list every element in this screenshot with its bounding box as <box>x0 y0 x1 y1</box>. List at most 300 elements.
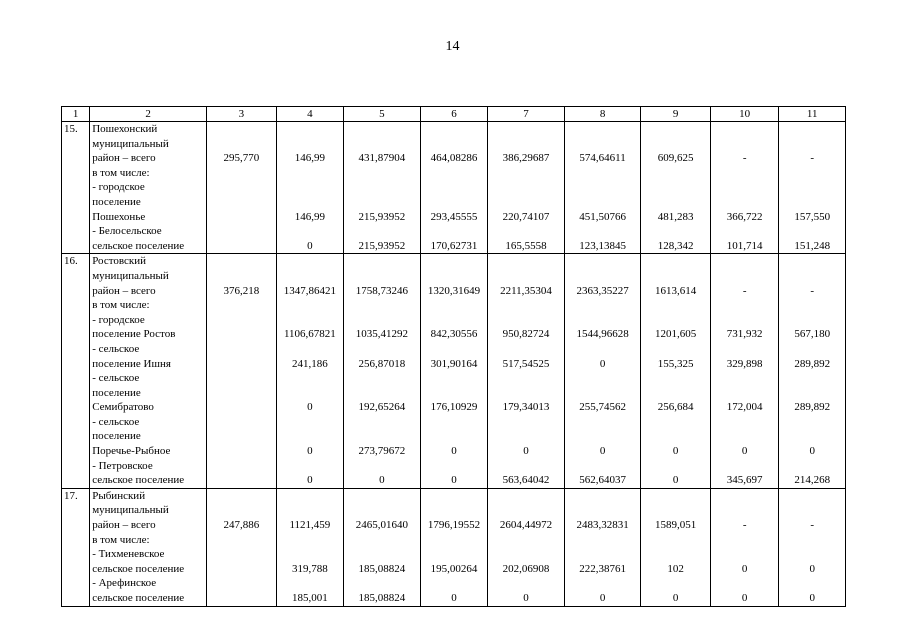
district-name-line: Поречье-Рыбное <box>92 445 171 458</box>
district-name-line: - Петровское <box>92 459 153 472</box>
blank-line <box>208 342 275 357</box>
blank-line <box>422 195 487 210</box>
cell-value: 0 <box>741 592 748 604</box>
blank-line <box>780 576 844 591</box>
blank-line <box>278 547 343 562</box>
blank-line <box>422 503 487 518</box>
cell-value: 215,93952 <box>358 210 406 223</box>
blank-line <box>278 166 343 181</box>
value-cell <box>564 122 641 254</box>
blank-line <box>712 415 778 430</box>
column-header: 10 <box>710 107 779 122</box>
row-number: 16. <box>64 255 78 268</box>
blank-line <box>642 371 709 386</box>
cell-value: 301,90164 <box>430 357 478 370</box>
cell-value <box>208 239 275 254</box>
district-name-line: Семибратово <box>92 401 154 414</box>
cell-value: 102 <box>667 562 684 575</box>
blank-line <box>712 371 778 386</box>
blank-line <box>422 180 487 195</box>
district-name-line: - Тихменевское <box>92 548 165 561</box>
blank-line <box>345 576 419 591</box>
blank-line <box>278 489 343 504</box>
value-cell <box>344 254 421 489</box>
blank-line <box>345 298 419 313</box>
blank-line <box>642 429 709 444</box>
cell-value: 1320,31649 <box>427 284 481 297</box>
cell-value <box>208 473 275 488</box>
cell-value: 0 <box>672 474 679 487</box>
blank-line <box>712 298 778 313</box>
blank-line <box>345 254 419 269</box>
district-name-line: Ростовский <box>92 255 146 268</box>
blank-line <box>489 269 563 284</box>
cell-value: - <box>742 284 747 297</box>
district-name-line: поселение Ростов <box>92 328 176 341</box>
column-header: 6 <box>420 107 488 122</box>
cell-value: 0 <box>672 592 679 604</box>
cell-value: 345,697 <box>726 474 763 487</box>
cell-value: 241,186 <box>292 357 328 370</box>
blank-line <box>780 429 844 444</box>
blank-line <box>489 386 563 401</box>
column-header: 8 <box>564 107 641 122</box>
cell-value: 481,283 <box>657 210 694 223</box>
blank-line <box>566 489 640 504</box>
row-number-cell <box>62 122 90 254</box>
cell-value: 157,550 <box>794 210 831 223</box>
cell-value: 431,87904 <box>358 152 406 165</box>
district-name-line: в том числе: <box>92 166 150 179</box>
district-name-line: район – всего <box>92 284 156 297</box>
blank-line <box>208 269 275 284</box>
value-cell <box>344 488 421 606</box>
blank-line <box>422 489 487 504</box>
blank-line <box>780 386 844 401</box>
cell-value: 517,54525 <box>502 357 550 370</box>
value-cell <box>207 122 277 254</box>
blank-line <box>712 122 778 137</box>
cell-value: 567,180 <box>794 328 831 341</box>
blank-line <box>208 298 275 313</box>
district-name-line: муниципальный <box>92 504 169 517</box>
blank-line <box>422 415 487 430</box>
blank-line <box>780 547 844 562</box>
cell-value: 289,892 <box>794 357 831 370</box>
blank-line <box>642 166 709 181</box>
cell-value: - <box>810 152 815 165</box>
cell-value: 215,93952 <box>358 239 406 252</box>
cell-value: 0 <box>451 445 457 458</box>
blank-line <box>208 195 275 210</box>
value-cell <box>641 254 711 489</box>
blank-line <box>422 459 487 474</box>
blank-line <box>642 459 709 474</box>
row-number: 15. <box>64 123 78 135</box>
blank-line <box>489 298 563 313</box>
value-cell <box>710 254 779 489</box>
blank-line <box>780 342 844 357</box>
cell-value: 950,82724 <box>502 328 550 341</box>
value-cell <box>564 254 641 489</box>
district-name-line: поселение <box>92 386 141 399</box>
blank-line <box>780 503 844 518</box>
blank-line <box>345 533 419 548</box>
cell-value: 563,64042 <box>502 474 550 487</box>
cell-value: 2211,35304 <box>500 284 552 297</box>
cell-value: 202,06908 <box>502 562 550 575</box>
district-name-line: поселение Ишня <box>92 357 171 370</box>
blank-line <box>642 224 709 239</box>
blank-line <box>712 166 778 181</box>
blank-line <box>208 429 275 444</box>
blank-line <box>566 122 640 137</box>
district-name-cell <box>90 254 207 489</box>
blank-line <box>780 489 844 504</box>
blank-line <box>208 122 275 137</box>
cell-value: 155,325 <box>657 357 694 370</box>
blank-line <box>345 137 419 152</box>
blank-line <box>642 254 709 269</box>
cell-value: 2363,35227 <box>576 284 629 297</box>
blank-line <box>345 386 419 401</box>
blank-line <box>780 415 844 430</box>
cell-value: 1613,614 <box>655 284 697 297</box>
value-cell <box>488 254 565 489</box>
cell-value: 185,08824 <box>358 562 406 575</box>
cell-value: 176,10929 <box>430 401 478 414</box>
district-name-line: в том числе: <box>92 299 150 312</box>
cell-value: 220,74107 <box>502 210 550 223</box>
district-name-line: - сельское <box>92 415 140 428</box>
cell-value: 101,714 <box>726 239 763 252</box>
cell-value: 0 <box>307 445 313 458</box>
blank-line <box>208 137 275 152</box>
value-cell <box>641 488 711 606</box>
blank-line <box>712 489 778 504</box>
cell-value: 255,74562 <box>579 401 626 414</box>
blank-line <box>712 533 778 548</box>
cell-value: 0 <box>599 445 606 458</box>
blank-line <box>208 224 275 239</box>
blank-line <box>278 224 343 239</box>
cell-value: 0 <box>599 592 606 604</box>
column-header: 2 <box>90 107 207 122</box>
value-cell <box>488 122 565 254</box>
table-row <box>62 254 846 489</box>
blank-line <box>278 415 343 430</box>
value-cell <box>344 122 421 254</box>
cell-value: 123,13845 <box>579 239 626 252</box>
blank-line <box>780 180 844 195</box>
blank-line <box>489 180 563 195</box>
district-name-line: сельское поселение <box>92 239 185 252</box>
blank-line <box>278 371 343 386</box>
cell-value: - <box>742 152 747 165</box>
district-name-line: - сельское <box>92 372 140 385</box>
district-name-line: район – всего <box>92 519 156 532</box>
district-name-cell <box>90 122 207 254</box>
value-cell <box>641 122 711 254</box>
cell-value <box>208 327 275 342</box>
blank-line <box>780 137 844 152</box>
district-name-line: муниципальный <box>92 137 169 150</box>
blank-line <box>278 386 343 401</box>
cell-value: 0 <box>523 592 529 604</box>
cell-value: 0 <box>307 401 313 414</box>
cell-value: 195,00264 <box>430 562 478 575</box>
blank-line <box>345 415 419 430</box>
value-cell <box>276 488 344 606</box>
blank-line <box>566 254 640 269</box>
blank-line <box>345 122 419 137</box>
value-cell <box>710 122 779 254</box>
blank-line <box>566 342 640 357</box>
blank-line <box>278 122 343 137</box>
blank-line <box>642 269 709 284</box>
district-name-line: район – всего <box>92 152 156 165</box>
blank-line <box>566 269 640 284</box>
blank-line <box>566 224 640 239</box>
blank-line <box>489 415 563 430</box>
blank-line <box>278 429 343 444</box>
blank-line <box>566 166 640 181</box>
cell-value: 293,45555 <box>430 210 478 223</box>
value-cell <box>564 488 641 606</box>
value-cell <box>420 488 488 606</box>
blank-line <box>208 459 275 474</box>
cell-value: 256,684 <box>657 401 694 414</box>
cell-value: - <box>742 519 747 532</box>
blank-line <box>489 503 563 518</box>
blank-line <box>780 166 844 181</box>
blank-line <box>422 429 487 444</box>
blank-line <box>712 547 778 562</box>
blank-line <box>489 489 563 504</box>
blank-line <box>422 576 487 591</box>
blank-line <box>489 313 563 328</box>
blank-line <box>208 489 275 504</box>
blank-line <box>489 459 563 474</box>
table-row <box>62 488 846 606</box>
cell-value: 0 <box>307 239 313 252</box>
blank-line <box>566 547 640 562</box>
blank-line <box>345 195 419 210</box>
cell-value: 1347,86421 <box>283 284 336 297</box>
cell-value: 172,004 <box>726 401 763 414</box>
cell-value: 146,99 <box>294 152 325 165</box>
blank-line <box>208 503 275 518</box>
cell-value: 0 <box>672 445 679 458</box>
column-header: 9 <box>641 107 711 122</box>
blank-line <box>642 533 709 548</box>
cell-value: 451,50766 <box>579 210 626 223</box>
cell-value: 2465,01640 <box>355 519 409 532</box>
cell-value: 2604,44972 <box>499 519 553 532</box>
blank-line <box>566 180 640 195</box>
cell-value <box>208 591 275 606</box>
blank-line <box>278 313 343 328</box>
blank-line <box>642 313 709 328</box>
blank-line <box>208 254 275 269</box>
blank-line <box>780 298 844 313</box>
cell-value: 214,268 <box>794 474 831 487</box>
cell-value: 2483,32831 <box>576 519 629 532</box>
blank-line <box>566 459 640 474</box>
blank-line <box>712 386 778 401</box>
cell-value: 386,29687 <box>502 152 550 165</box>
value-cell <box>276 254 344 489</box>
cell-value: 0 <box>809 445 815 458</box>
cell-value: 1544,96628 <box>576 328 629 341</box>
cell-value: 731,932 <box>726 328 763 341</box>
district-name-line: - городское <box>92 313 145 326</box>
blank-line <box>422 342 487 357</box>
blank-line <box>642 576 709 591</box>
cell-value: 185,08824 <box>358 592 406 604</box>
value-cell <box>420 254 488 489</box>
blank-line <box>422 386 487 401</box>
blank-line <box>208 533 275 548</box>
blank-line <box>278 137 343 152</box>
blank-line <box>642 195 709 210</box>
data-table <box>61 106 846 607</box>
blank-line <box>712 224 778 239</box>
cell-value: 165,5558 <box>505 239 547 252</box>
blank-line <box>278 254 343 269</box>
cell-value <box>208 444 275 459</box>
cell-value: 273,79672 <box>358 445 406 458</box>
blank-line <box>208 386 275 401</box>
value-cell <box>420 122 488 254</box>
blank-line <box>566 576 640 591</box>
blank-line <box>489 254 563 269</box>
blank-line <box>780 269 844 284</box>
blank-line <box>345 180 419 195</box>
blank-line <box>422 533 487 548</box>
blank-line <box>780 195 844 210</box>
cell-value: 1589,051 <box>655 519 697 532</box>
district-name-line: Пошехонский <box>92 123 158 135</box>
blank-line <box>642 415 709 430</box>
blank-line <box>489 371 563 386</box>
blank-line <box>422 547 487 562</box>
blank-line <box>489 195 563 210</box>
cell-value: - <box>810 519 815 532</box>
cell-value: 464,08286 <box>430 152 478 165</box>
blank-line <box>642 503 709 518</box>
table-row <box>62 122 846 254</box>
blank-line <box>712 180 778 195</box>
blank-line <box>780 313 844 328</box>
column-header: 11 <box>779 107 846 122</box>
blank-line <box>780 533 844 548</box>
blank-line <box>780 371 844 386</box>
blank-line <box>712 313 778 328</box>
cell-value: 179,34013 <box>502 401 550 414</box>
district-name-line: муниципальный <box>92 269 169 282</box>
blank-line <box>642 547 709 562</box>
blank-line <box>566 503 640 518</box>
blank-line <box>642 386 709 401</box>
blank-line <box>422 224 487 239</box>
blank-line <box>345 459 419 474</box>
cell-value: 842,30556 <box>430 328 478 341</box>
blank-line <box>422 313 487 328</box>
value-cell <box>779 488 846 606</box>
blank-line <box>712 254 778 269</box>
column-header: 7 <box>488 107 565 122</box>
district-name-line: - Арефинское <box>92 577 157 590</box>
blank-line <box>712 195 778 210</box>
blank-line <box>208 313 275 328</box>
blank-line <box>278 342 343 357</box>
cell-value: 0 <box>809 562 815 575</box>
value-cell <box>207 254 277 489</box>
blank-line <box>489 224 563 239</box>
blank-line <box>566 137 640 152</box>
blank-line <box>642 489 709 504</box>
cell-value: 1796,19552 <box>427 519 481 532</box>
cell-value <box>208 562 275 577</box>
blank-line <box>278 459 343 474</box>
district-name-line: - городское <box>92 181 145 194</box>
blank-line <box>489 166 563 181</box>
cell-value: 256,87018 <box>358 357 406 370</box>
blank-line <box>780 254 844 269</box>
blank-line <box>566 415 640 430</box>
cell-value: 185,001 <box>292 592 328 604</box>
blank-line <box>345 269 419 284</box>
cell-value: 319,788 <box>292 562 328 575</box>
blank-line <box>712 429 778 444</box>
district-name-line: сельское поселение <box>92 474 185 487</box>
cell-value <box>208 400 275 415</box>
blank-line <box>642 298 709 313</box>
blank-line <box>278 503 343 518</box>
cell-value: 0 <box>307 474 313 487</box>
blank-line <box>345 166 419 181</box>
cell-value: 0 <box>523 445 529 458</box>
cell-value: 0 <box>599 357 606 370</box>
cell-value: 0 <box>379 474 385 487</box>
blank-line <box>208 180 275 195</box>
district-name-line: Рыбинский <box>92 489 146 502</box>
blank-line <box>489 576 563 591</box>
value-cell <box>276 122 344 254</box>
blank-line <box>278 576 343 591</box>
cell-value: 609,625 <box>657 152 694 165</box>
cell-value: 151,248 <box>794 239 831 252</box>
district-name-line: Пошехонье <box>92 210 146 223</box>
column-header: 3 <box>207 107 277 122</box>
blank-line <box>780 122 844 137</box>
blank-line <box>345 224 419 239</box>
blank-line <box>642 180 709 195</box>
district-name-line: сельское поселение <box>92 562 185 575</box>
cell-value: 1035,41292 <box>355 328 409 341</box>
blank-line <box>208 166 275 181</box>
cell-value: 0 <box>741 562 748 575</box>
blank-line <box>208 371 275 386</box>
table-body <box>62 122 846 607</box>
district-name-line: поселение <box>92 195 141 208</box>
blank-line <box>422 298 487 313</box>
blank-line <box>566 429 640 444</box>
blank-line <box>566 371 640 386</box>
cell-value: 376,218 <box>223 284 260 297</box>
blank-line <box>642 122 709 137</box>
